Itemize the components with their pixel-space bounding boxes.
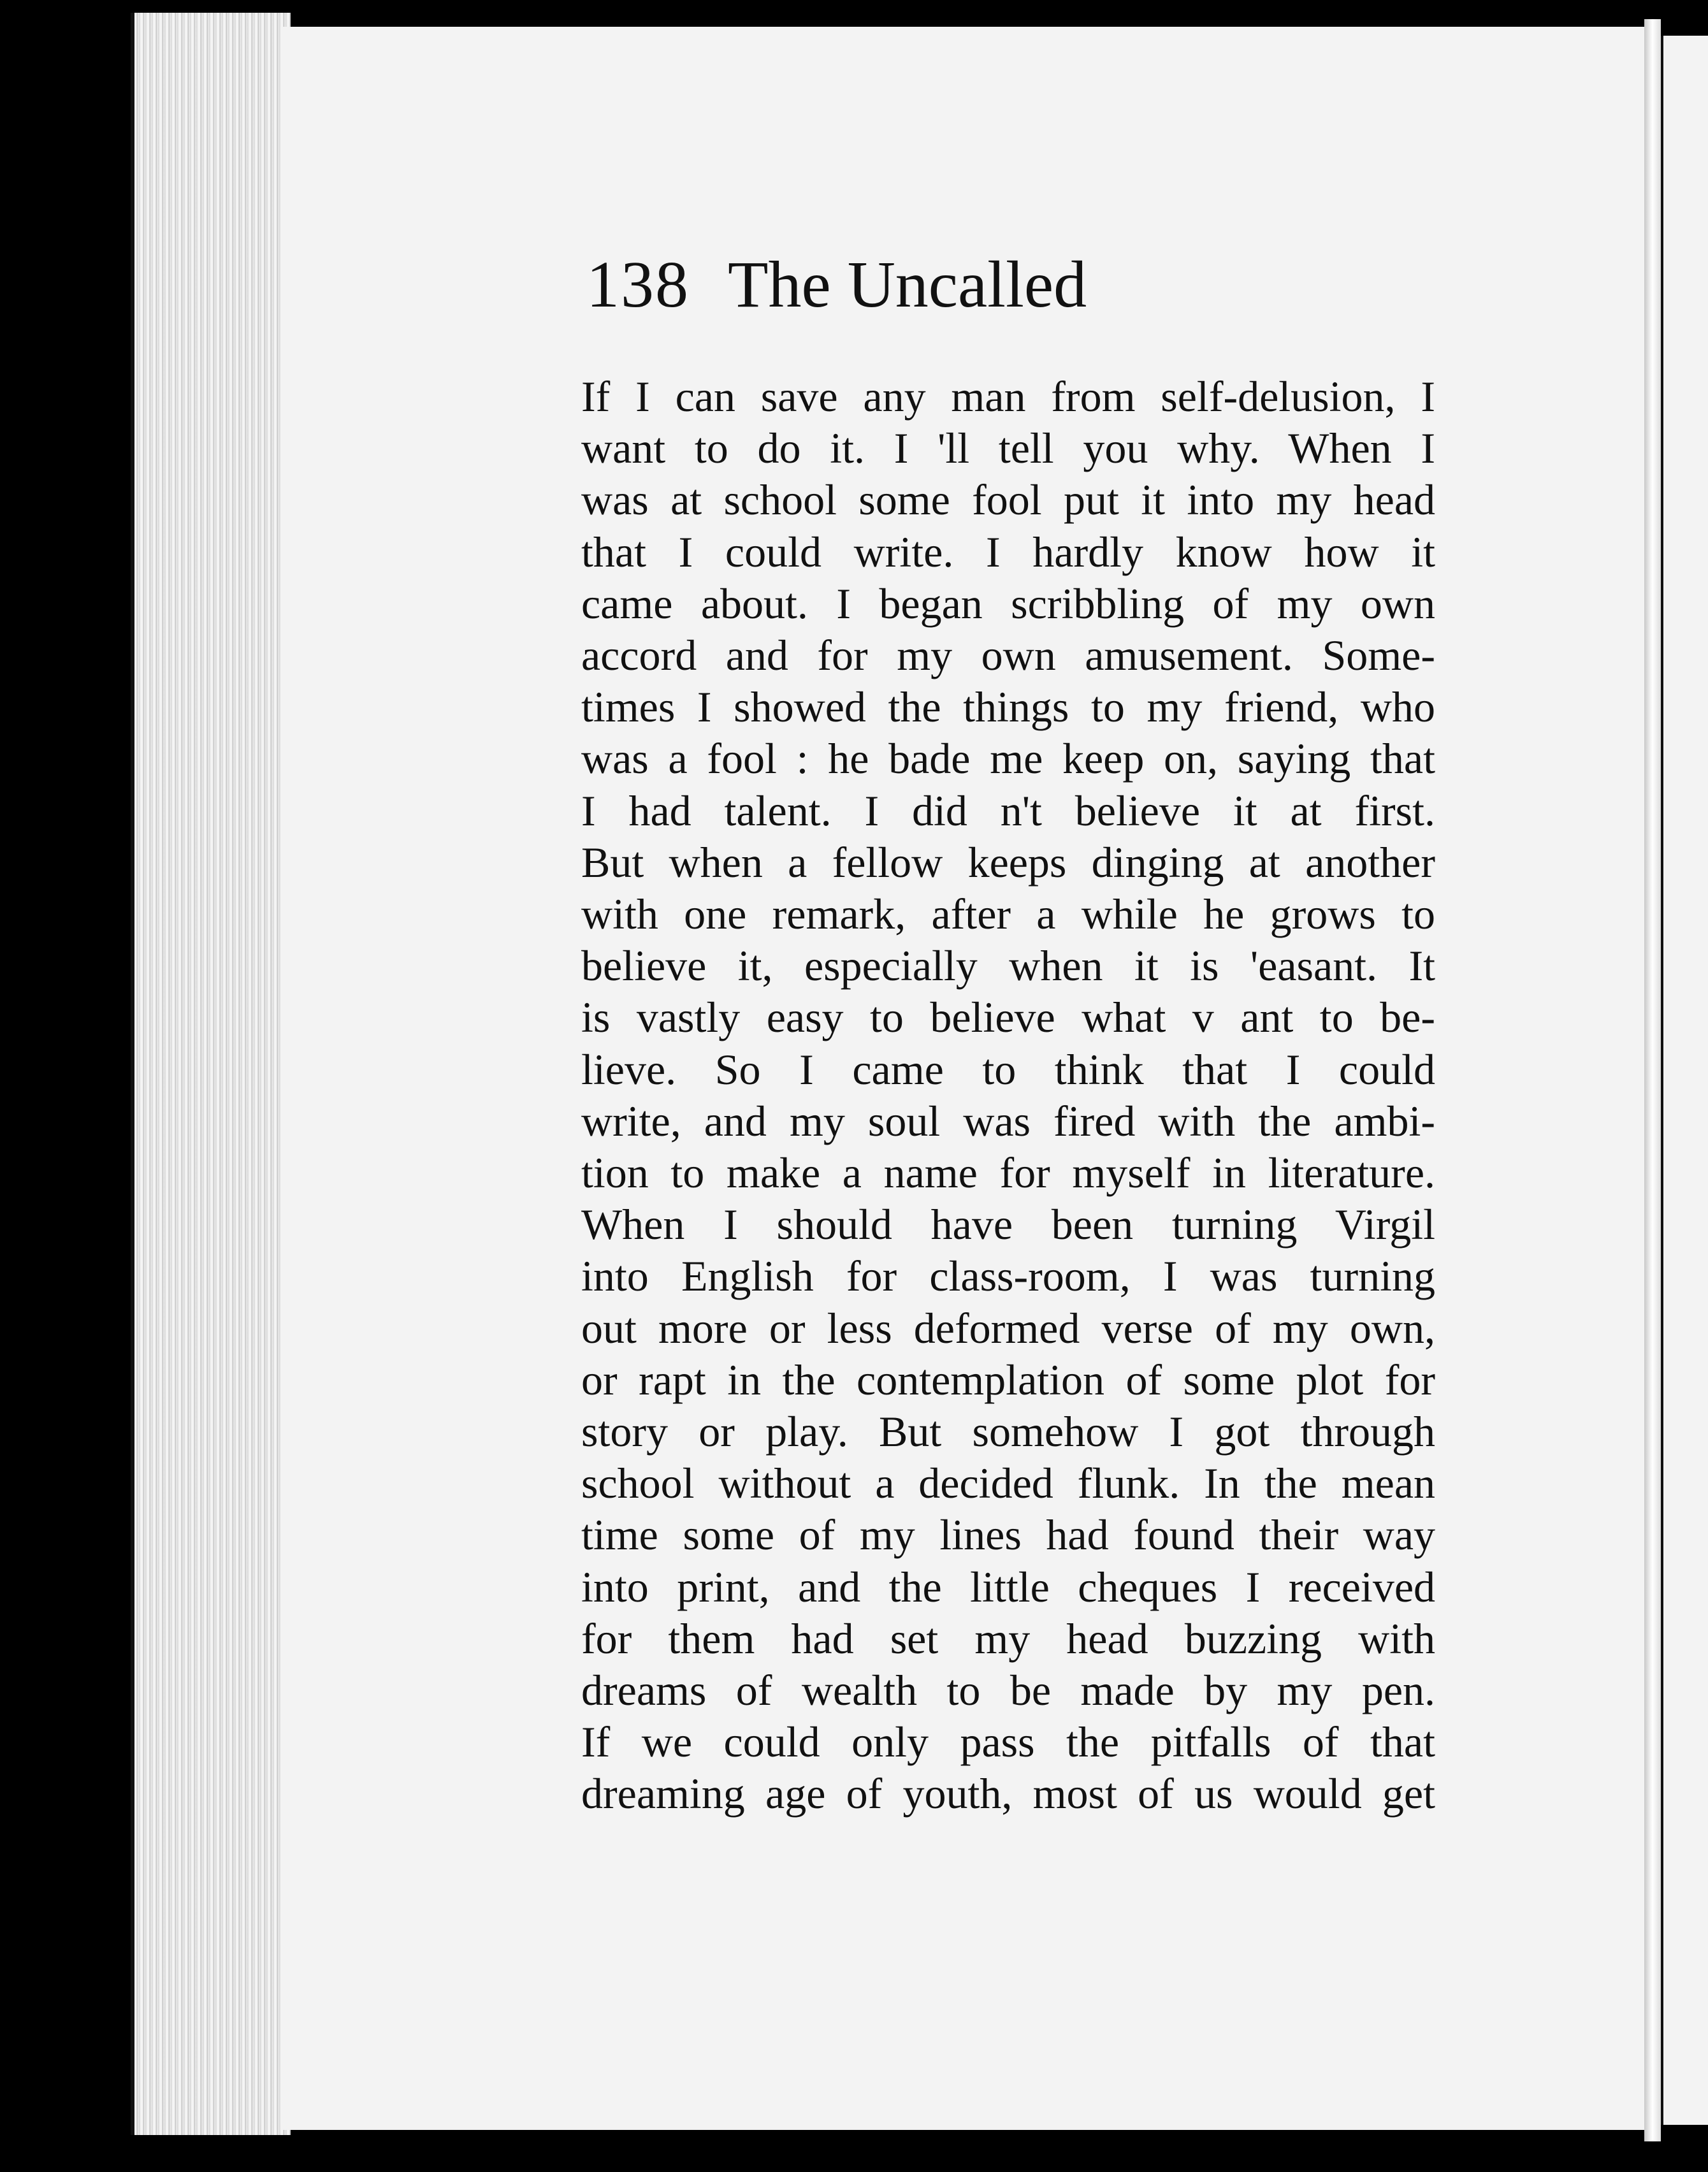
text-line: believe it, especially when it is 'easant. It — [581, 941, 1435, 990]
text-line: time some of my lines had found their way — [581, 1510, 1435, 1560]
text-line: tion to make a name for myself in literature. — [581, 1148, 1435, 1198]
running-title: The Uncalled — [728, 248, 1087, 321]
text-line: I had talent. I did n't believe it at first. — [581, 786, 1435, 835]
text-line: is vastly easy to believe what v ant to be- — [581, 993, 1435, 1042]
text-line: When I should have been turning Virgil — [581, 1200, 1435, 1249]
text-line: If I can save any man from self-delusion, I — [581, 372, 1435, 421]
text-line: But when a fellow keeps dinging at another — [581, 837, 1435, 887]
book-gutter — [1644, 19, 1661, 2141]
text-line: story or play. But somehow I got through — [581, 1407, 1435, 1456]
text-line: that I could write. I hardly know how it — [581, 527, 1435, 576]
text-line: dreaming age of youth, most of us would get — [581, 1769, 1435, 1818]
text-line: school without a decided flunk. In the mean — [581, 1459, 1435, 1508]
text-line: into print, and the little cheques I received — [581, 1562, 1435, 1611]
running-head — [586, 248, 1087, 321]
text-line: was at school some fool put it into my head — [581, 475, 1435, 525]
text-line: with one remark, after a while he grows to — [581, 890, 1435, 939]
text-line: was a fool : he bade me keep on, saying that — [581, 734, 1435, 783]
text-line: dreams of wealth to be made by my pen. — [581, 1666, 1435, 1715]
facing-page — [1661, 36, 1708, 2125]
text-line: accord and for my own amusement. Some- — [581, 631, 1435, 680]
page-edges — [131, 13, 291, 2135]
text-line: or rapt in the contemplation of some plot for — [581, 1355, 1435, 1404]
text-line: If we could only pass the pitfalls of that — [581, 1718, 1435, 1767]
text-line: write, and my soul was fired with the ambi- — [581, 1096, 1435, 1145]
text-line: into English for class-room, I was turning — [581, 1252, 1435, 1301]
text-line: times I showed the things to my friend, who — [581, 683, 1435, 732]
text-line: want to do it. I 'll tell you why. When I — [581, 424, 1435, 473]
text-line: lieve. So I came to think that I could — [581, 1045, 1435, 1094]
text-line: for them had set my head buzzing with — [581, 1614, 1435, 1663]
page-number: 138 — [586, 248, 690, 321]
body-text — [581, 371, 1435, 1820]
text-line: came about. I began scribbling of my own — [581, 579, 1435, 628]
text-line: out more or less deformed verse of my own, — [581, 1303, 1435, 1352]
